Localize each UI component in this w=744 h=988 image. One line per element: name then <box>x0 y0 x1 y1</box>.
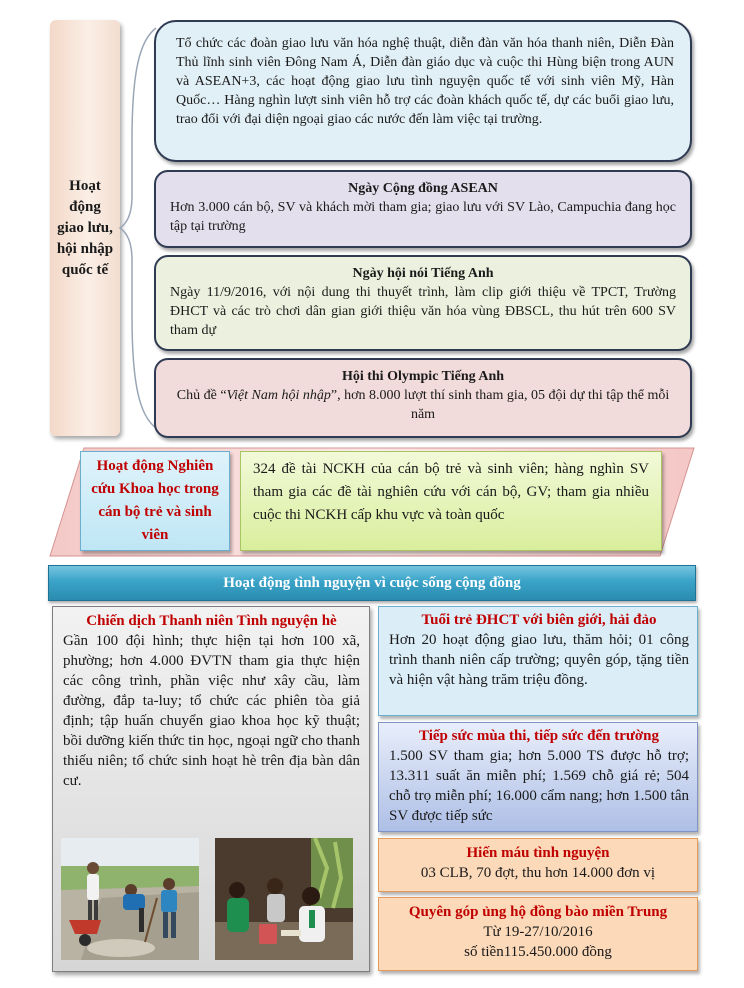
border-island-box <box>378 606 698 716</box>
olympic-box <box>154 358 692 438</box>
research-text: 324 đề tài NCKH của cán bộ trẻ và sinh viên; hàng nghìn SV tham gia các đề tài nghiên cứu với cán bộ, GV; tham gia nhiều cuộc thi NCKH cấp khu vực và toàn quốc <box>253 461 649 523</box>
blood-donation-box <box>378 838 698 892</box>
exam-support-box <box>378 722 698 832</box>
olympic-text-before: Chủ đề “ <box>176 388 227 403</box>
border-island-text: Hơn 20 hoạt động giao lưu, thăm hỏi; 01 công trình thanh niên cấp trường; quyên góp, tặng tiền và hiện vật hàng trăm triệu đồng. <box>389 632 689 688</box>
olympic-theme: Việt Nam hội nhập <box>226 388 331 403</box>
brace-connector <box>118 20 158 436</box>
exam-support-text: 1.500 SV tham gia; hơn 5.000 TS được hỗ trợ; 13.311 suất ăn miễn phí; 1.569 chỗ giá rẻ; 504 chỗ trọ miễn phí; 16.000 cẩm nang; hơn 1.500 tân SV được tiếp sức <box>389 748 689 824</box>
international-label <box>50 20 120 436</box>
research-label <box>80 451 230 551</box>
volunteer-header <box>48 565 696 601</box>
english-day-text: Ngày 11/9/2016, với nội dung thi thuyết trình, làm clip giới thiệu về TPCT, Trường ĐHCT và các trò chơi dân gian giới thiệu văn hóa vùng ĐBSCL, thu hút trên 600 SV tham dự <box>170 285 676 338</box>
central-donation-dates: Từ 19-27/10/2016 <box>483 924 593 940</box>
olympic-text <box>170 386 676 424</box>
olympic-title: Hội thi Olympic Tiếng Anh <box>341 369 505 384</box>
international-label-text: Hoạt động giao lưu, hội nhập quốc tế <box>56 177 114 278</box>
central-donation-amount: số tiền115.450.000 đồng <box>464 944 612 960</box>
volunteer-header-text: Hoạt động tình nguyện vì cuộc sống cộng đồng <box>223 574 521 591</box>
summer-campaign-text: Gần 100 đội hình; thực hiện tại hơn 100 xã, phường; hơn 4.000 ĐVTN tham gia thực hiện các công trình, phần việc như xây cầu, làm đường, đắp ta-luy; tổ chức các phiên tòa giả định; tập huấn chuyển giao khoa học kỹ thuật; bồi dưỡng kiến thức tin học, ngoại ngữ cho thanh thiếu niên; tổ chức sinh hoạt hè trên địa bàn dân cư. <box>63 633 360 789</box>
border-island-title: Tuổi trẻ ĐHCT với biên giới, hải đảo <box>421 612 657 628</box>
blood-donation-text: 03 CLB, 70 đợt, thu hơn 14.000 đơn vị <box>420 865 656 881</box>
asean-day-title: Ngày Cộng đồng ASEAN <box>348 181 498 196</box>
olympic-text-after: ”, hơn 8.000 lượt thí sinh tham gia, 05 đội dự thi tập thể mỗi năm <box>330 388 670 422</box>
community-visit-photo <box>215 838 353 960</box>
road-building-photo <box>61 838 199 960</box>
blood-donation-title: Hiến máu tình nguyện <box>466 845 610 861</box>
summer-campaign-title: Chiến dịch Thanh niên Tình nguyện hè <box>86 613 337 629</box>
english-day-box <box>154 255 692 351</box>
english-day-title: Ngày hội nói Tiếng Anh <box>352 266 494 281</box>
asean-day-text: Hơn 3.000 cán bộ, SV và khách mời tham gia; giao lưu với SV Lào, Campuchia đang học tập tại trường <box>170 200 676 234</box>
intro-box <box>154 20 692 162</box>
research-label-text: Hoạt động Nghiên cứu Khoa học trong cán bộ trẻ và sinh viên <box>91 458 219 543</box>
exam-support-title: Tiếp sức mùa thi, tiếp sức đến trường <box>418 728 660 744</box>
central-donation-title: Quyên góp ủng hộ đồng bào miền Trung <box>408 904 668 920</box>
central-donation-box <box>378 897 698 971</box>
research-text-box <box>240 451 662 551</box>
asean-day-box <box>154 170 692 248</box>
intro-text: Tổ chức các đoàn giao lưu văn hóa nghệ thuật, diễn đàn văn hóa thanh niên, Diễn Đàn Thủ lĩnh sinh viên Đông Nam Á, Diễn đàn giáo dục và cuộc thi Hùng biện trong AUN và ASEAN+3, các hoạt động giao lưu tình nguyện quốc tế với sinh viên Mỹ, Hàn Quốc… Hàng nghìn lượt sinh viên hỗ trợ các đoàn khách quốc tế, dự các buổi giao lưu, trao đổi với đại diện ngoại giao các nước đến làm việc tại trường. <box>176 36 674 127</box>
